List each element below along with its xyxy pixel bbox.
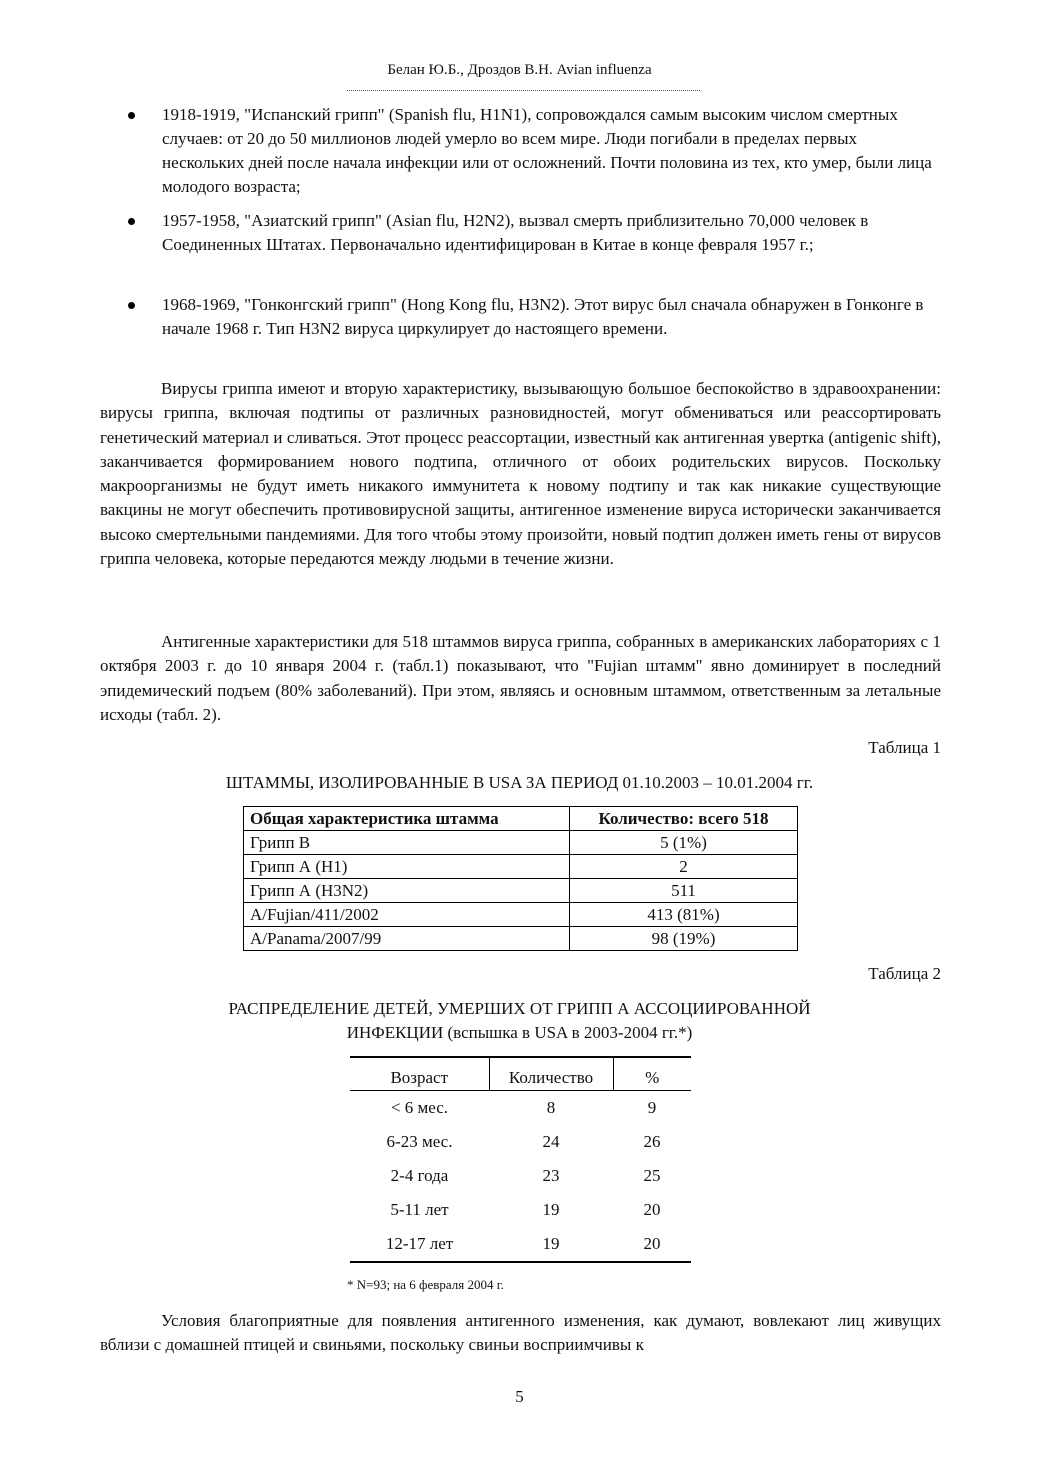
table2-title-line2: ИНФЕКЦИИ (вспышка в USA в 2003-2004 гг.*) <box>346 1023 693 1042</box>
list-item: 1957-1958, "Азиатский грипп" (Asian flu, H2N2), вызвал смерть приблизительно 70,000 человек в Соединенных Штатах. Первоначально идентифицирован в Китае в конце февраля 1957 г.; <box>162 209 942 257</box>
table-cell: Грипп А (H1) <box>244 855 570 879</box>
table-cell: 8 <box>546 1098 556 1117</box>
table-row <box>350 1227 691 1262</box>
table-header-row <box>244 807 798 831</box>
column-header: Количество <box>489 1057 613 1091</box>
table-cell: 19 <box>542 1200 560 1219</box>
column-header: Возраст <box>350 1057 489 1091</box>
table-row <box>244 831 798 855</box>
table1-title: ШТАММЫ, ИЗОЛИРОВАННЫЕ В USA ЗА ПЕРИОД 01.10.2003 – 10.01.2004 гг. <box>225 773 814 792</box>
table2-footnote: * N=93; на 6 февраля 2004 г. <box>347 1277 504 1292</box>
table-row <box>350 1159 691 1193</box>
paragraph: Антигенные характеристики для 518 штаммов вируса гриппа, собранных в американских лабораториях с 1 октября 2003 г. до 10 января 2004 г. (табл.1) показывают, что "Fujian штамм" явно доминирует в последний эпидемический подъем (80% заболеваний). При этом, являясь и основным штаммом, ответственным за летальные исходы (табл. 2). <box>100 632 941 724</box>
list-item: 1918-1919, "Испанский грипп" (Spanish flu, H1N1), сопровождался самым высоким числом смертных случаев: от 20 до 50 миллионов людей умерло во всем мире. Люди погибали в пределах первых нескольких дней после начала инфекции или от осложнений. Почти половина из тех, кто умер, были лица молодого возраста; <box>162 103 942 199</box>
table-cell: 511 <box>570 879 798 903</box>
table-cell: 19 <box>489 1227 613 1262</box>
table-cell: A/Fujian/411/2002 <box>244 903 570 927</box>
table-cell: 5 (1%) <box>570 831 798 855</box>
strains-table <box>243 806 798 951</box>
table-header-row <box>350 1057 691 1091</box>
table-row <box>350 1125 691 1159</box>
paragraph: Условия благоприятные для появления антигенного изменения, как думают, вовлекают лиц живущих вблизи с домашней птицей и свиньями, поскольку свиньи восприимчивы к <box>100 1311 941 1355</box>
table-cell: Грипп А (H3N2) <box>244 879 570 903</box>
table-cell: A/Panama/2007/99 <box>244 927 570 951</box>
table-cell: 9 <box>647 1098 657 1117</box>
table-cell: 2 <box>570 855 798 879</box>
page-number: 5 <box>515 1387 524 1406</box>
table-cell: Грипп В <box>244 831 570 855</box>
table-cell: 5-11 лет <box>390 1200 449 1219</box>
column-header: % <box>613 1057 691 1091</box>
table1-caption-number: Таблица 1 <box>868 738 941 757</box>
table-cell: 23 <box>542 1166 560 1185</box>
table-cell: 20 <box>643 1200 661 1219</box>
table-row <box>244 879 798 903</box>
table-cell: 2-4 года <box>390 1166 449 1185</box>
table-row <box>244 927 798 951</box>
table-cell: 24 <box>542 1132 560 1151</box>
header-rule <box>347 90 700 91</box>
table2-title-line1: РАСПРЕДЕЛЕНИЕ ДЕТЕЙ, УМЕРШИХ ОТ ГРИПП А АССОЦИИРОВАННОЙ <box>228 999 811 1018</box>
table-cell: 25 <box>643 1166 661 1185</box>
table-cell: 12-17 лет <box>350 1227 489 1262</box>
column-header: Общая характеристика штамма <box>244 807 570 831</box>
running-header: Белан Ю.Б., Дроздов В.Н. Avian influenza <box>387 62 652 78</box>
table-row <box>244 903 798 927</box>
table2-caption-number: Таблица 2 <box>868 964 941 983</box>
table-row <box>350 1193 691 1227</box>
table-cell: 98 (19%) <box>570 927 798 951</box>
table-cell: 20 <box>613 1227 691 1262</box>
table-cell: 26 <box>643 1132 661 1151</box>
paragraph: Вирусы гриппа имеют и вторую характеристику, вызывающую большое беспокойство в здравоохранении: вирусы гриппа, включая подтипы от различных разновидностей, могут обмениваться или реассортировать генетический материал и сливаться. Этот процесс реассортации, известный как антигенная увертка (antigenic shift), заканчивается формированием нового подтипа, отличного от обоих родительских вирусов. Поскольку макроорганизмы не будут иметь никакого иммунитета к новому подтипу и так как никакие существующие вакцины не могут обеспечить противовирусной защиты, антигенное изменение вируса исторически заканчивается высоко смертельными пандемиями. Для того чтобы этому произойти, новый подтип должен иметь гены от вирусов гриппа человека, которые передаются между людьми в течение жизни. <box>100 379 941 569</box>
table-cell: 6-23 мес. <box>386 1132 453 1151</box>
table-cell: 413 (81%) <box>570 903 798 927</box>
table-cell: < 6 мес. <box>390 1098 449 1117</box>
table-row <box>350 1091 691 1126</box>
children-deaths-table <box>350 1056 691 1263</box>
list-item: 1968-1969, "Гонконгский грипп" (Hong Kong flu, H3N2). Этот вирус был сначала обнаружен в Гонконге в начале 1968 г. Тип H3N2 вируса циркулирует до настоящего времени. <box>162 293 942 341</box>
table-row <box>244 855 798 879</box>
column-header: Количество: всего 518 <box>570 807 798 831</box>
